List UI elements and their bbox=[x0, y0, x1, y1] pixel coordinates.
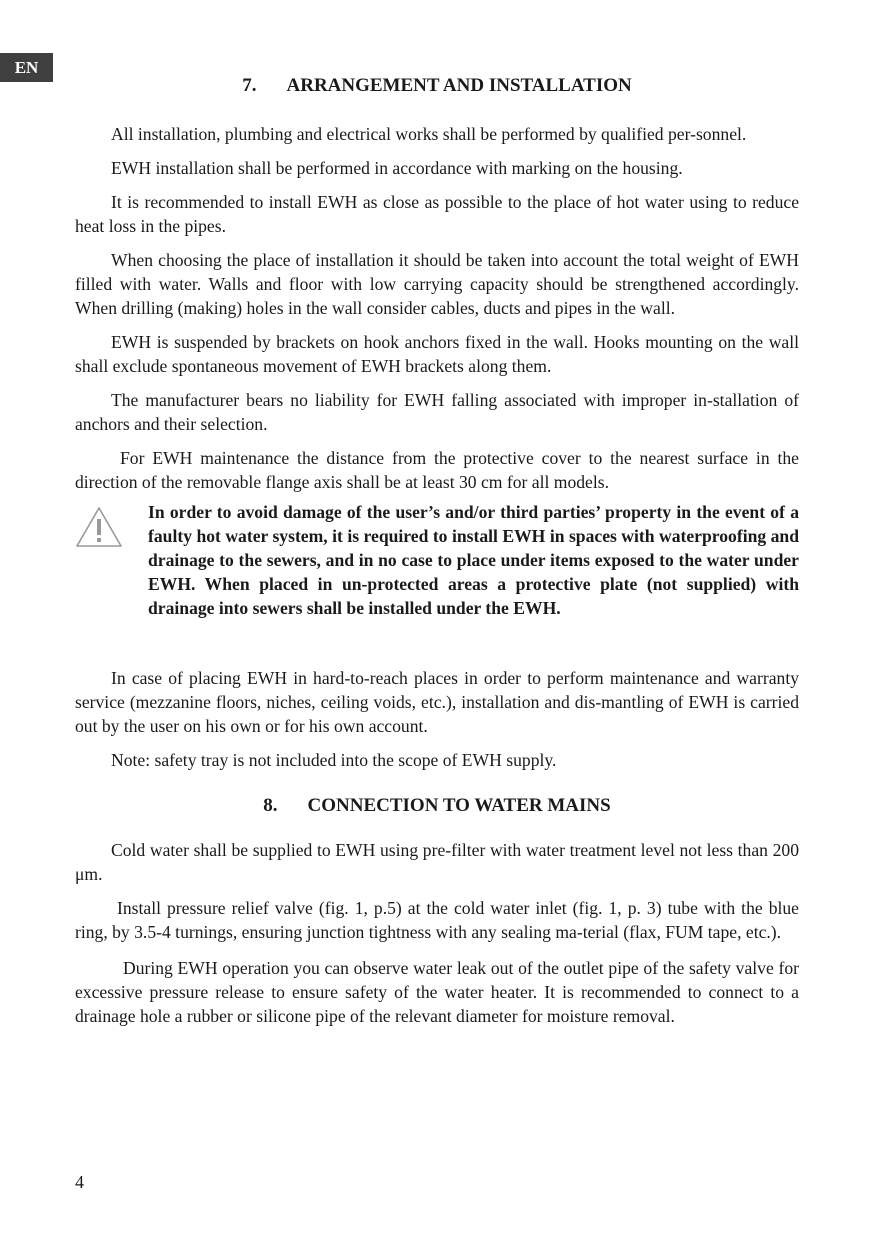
paragraph: EWH is suspended by brackets on hook anchors fixed in the wall. Hooks mounting on the wall shall exclude spontaneous movement of EWH brackets along them. bbox=[75, 332, 799, 376]
section-7-number: 7. bbox=[242, 75, 257, 96]
paragraph: Cold water shall be supplied to EWH using pre-filter with water treatment level not less than 200 μm. bbox=[75, 840, 799, 884]
paragraph: When choosing the place of installation it should be taken into account the total weight of EWH filled with water. Walls and floor with low carrying capacity should be strengthened accordingly. When drilling (making) holes in the wall consider cables, ducts and pipes in the wall. bbox=[75, 250, 799, 318]
section-8-title: CONNECTION TO WATER MAINS bbox=[307, 795, 611, 816]
paragraph: In case of placing EWH in hard-to-reach places in order to perform maintenance and warranty service (mezzanine floors, niches, ceiling voids, etc.), installation and dis-mantling of EWH is carried out by the user on his own or for his own account. bbox=[75, 668, 799, 736]
paragraph: All installation, plumbing and electrical works shall be performed by qualified per-sonnel. bbox=[111, 124, 747, 144]
paragraph: The manufacturer bears no liability for EWH falling associated with improper in-stallation of anchors and their selection. bbox=[75, 390, 799, 434]
section-7-heading bbox=[75, 72, 799, 100]
page-number: 4 bbox=[75, 1172, 84, 1192]
paragraph: During EWH operation you can observe water leak out of the outlet pipe of the safety valve for excessive pressure release to ensure safety of the water heater. It is recommended to connect to a drainage hole a rubber or silicone pipe of the relevant diameter for moisture removal. bbox=[75, 958, 799, 1026]
warning-text: In order to avoid damage of the user’s and/or third parties’ property in the event of a faulty hot water system, it is required to install EWH in spaces with waterproofing and drainage to the sewers, and in no case to place under items exposed to the water under EWH. When placed in un-protected areas a protective plate (not supplied) with drainage into sewers shall be installed under the EWH. bbox=[148, 502, 799, 618]
warning-block bbox=[75, 500, 799, 620]
section-8-heading bbox=[75, 792, 799, 820]
section-7-title: ARRANGEMENT AND INSTALLATION bbox=[286, 75, 632, 96]
paragraph: EWH installation shall be performed in accordance with marking on the housing. bbox=[111, 158, 683, 178]
language-tab: EN bbox=[0, 53, 53, 82]
paragraph: Note: safety tray is not included into the scope of EWH supply. bbox=[111, 750, 557, 770]
warning-triangle-icon bbox=[75, 506, 123, 548]
paragraph: Install pressure relief valve (fig. 1, p.5) at the cold water inlet (fig. 1, p. 3) tube with the blue ring, by 3.5-4 turnings, ensuring junction tightness with any sealing ma-terial (flax, FUM tape, etc.). bbox=[75, 898, 799, 942]
paragraph: It is recommended to install EWH as close as possible to the place of hot water using to reduce heat loss in the pipes. bbox=[75, 192, 799, 236]
page-content bbox=[75, 72, 799, 1028]
section-8-number: 8. bbox=[263, 795, 278, 816]
paragraph: For EWH maintenance the distance from the protective cover to the nearest surface in the direction of the removable flange axis shall be at least 30 cm for all models. bbox=[75, 448, 799, 492]
